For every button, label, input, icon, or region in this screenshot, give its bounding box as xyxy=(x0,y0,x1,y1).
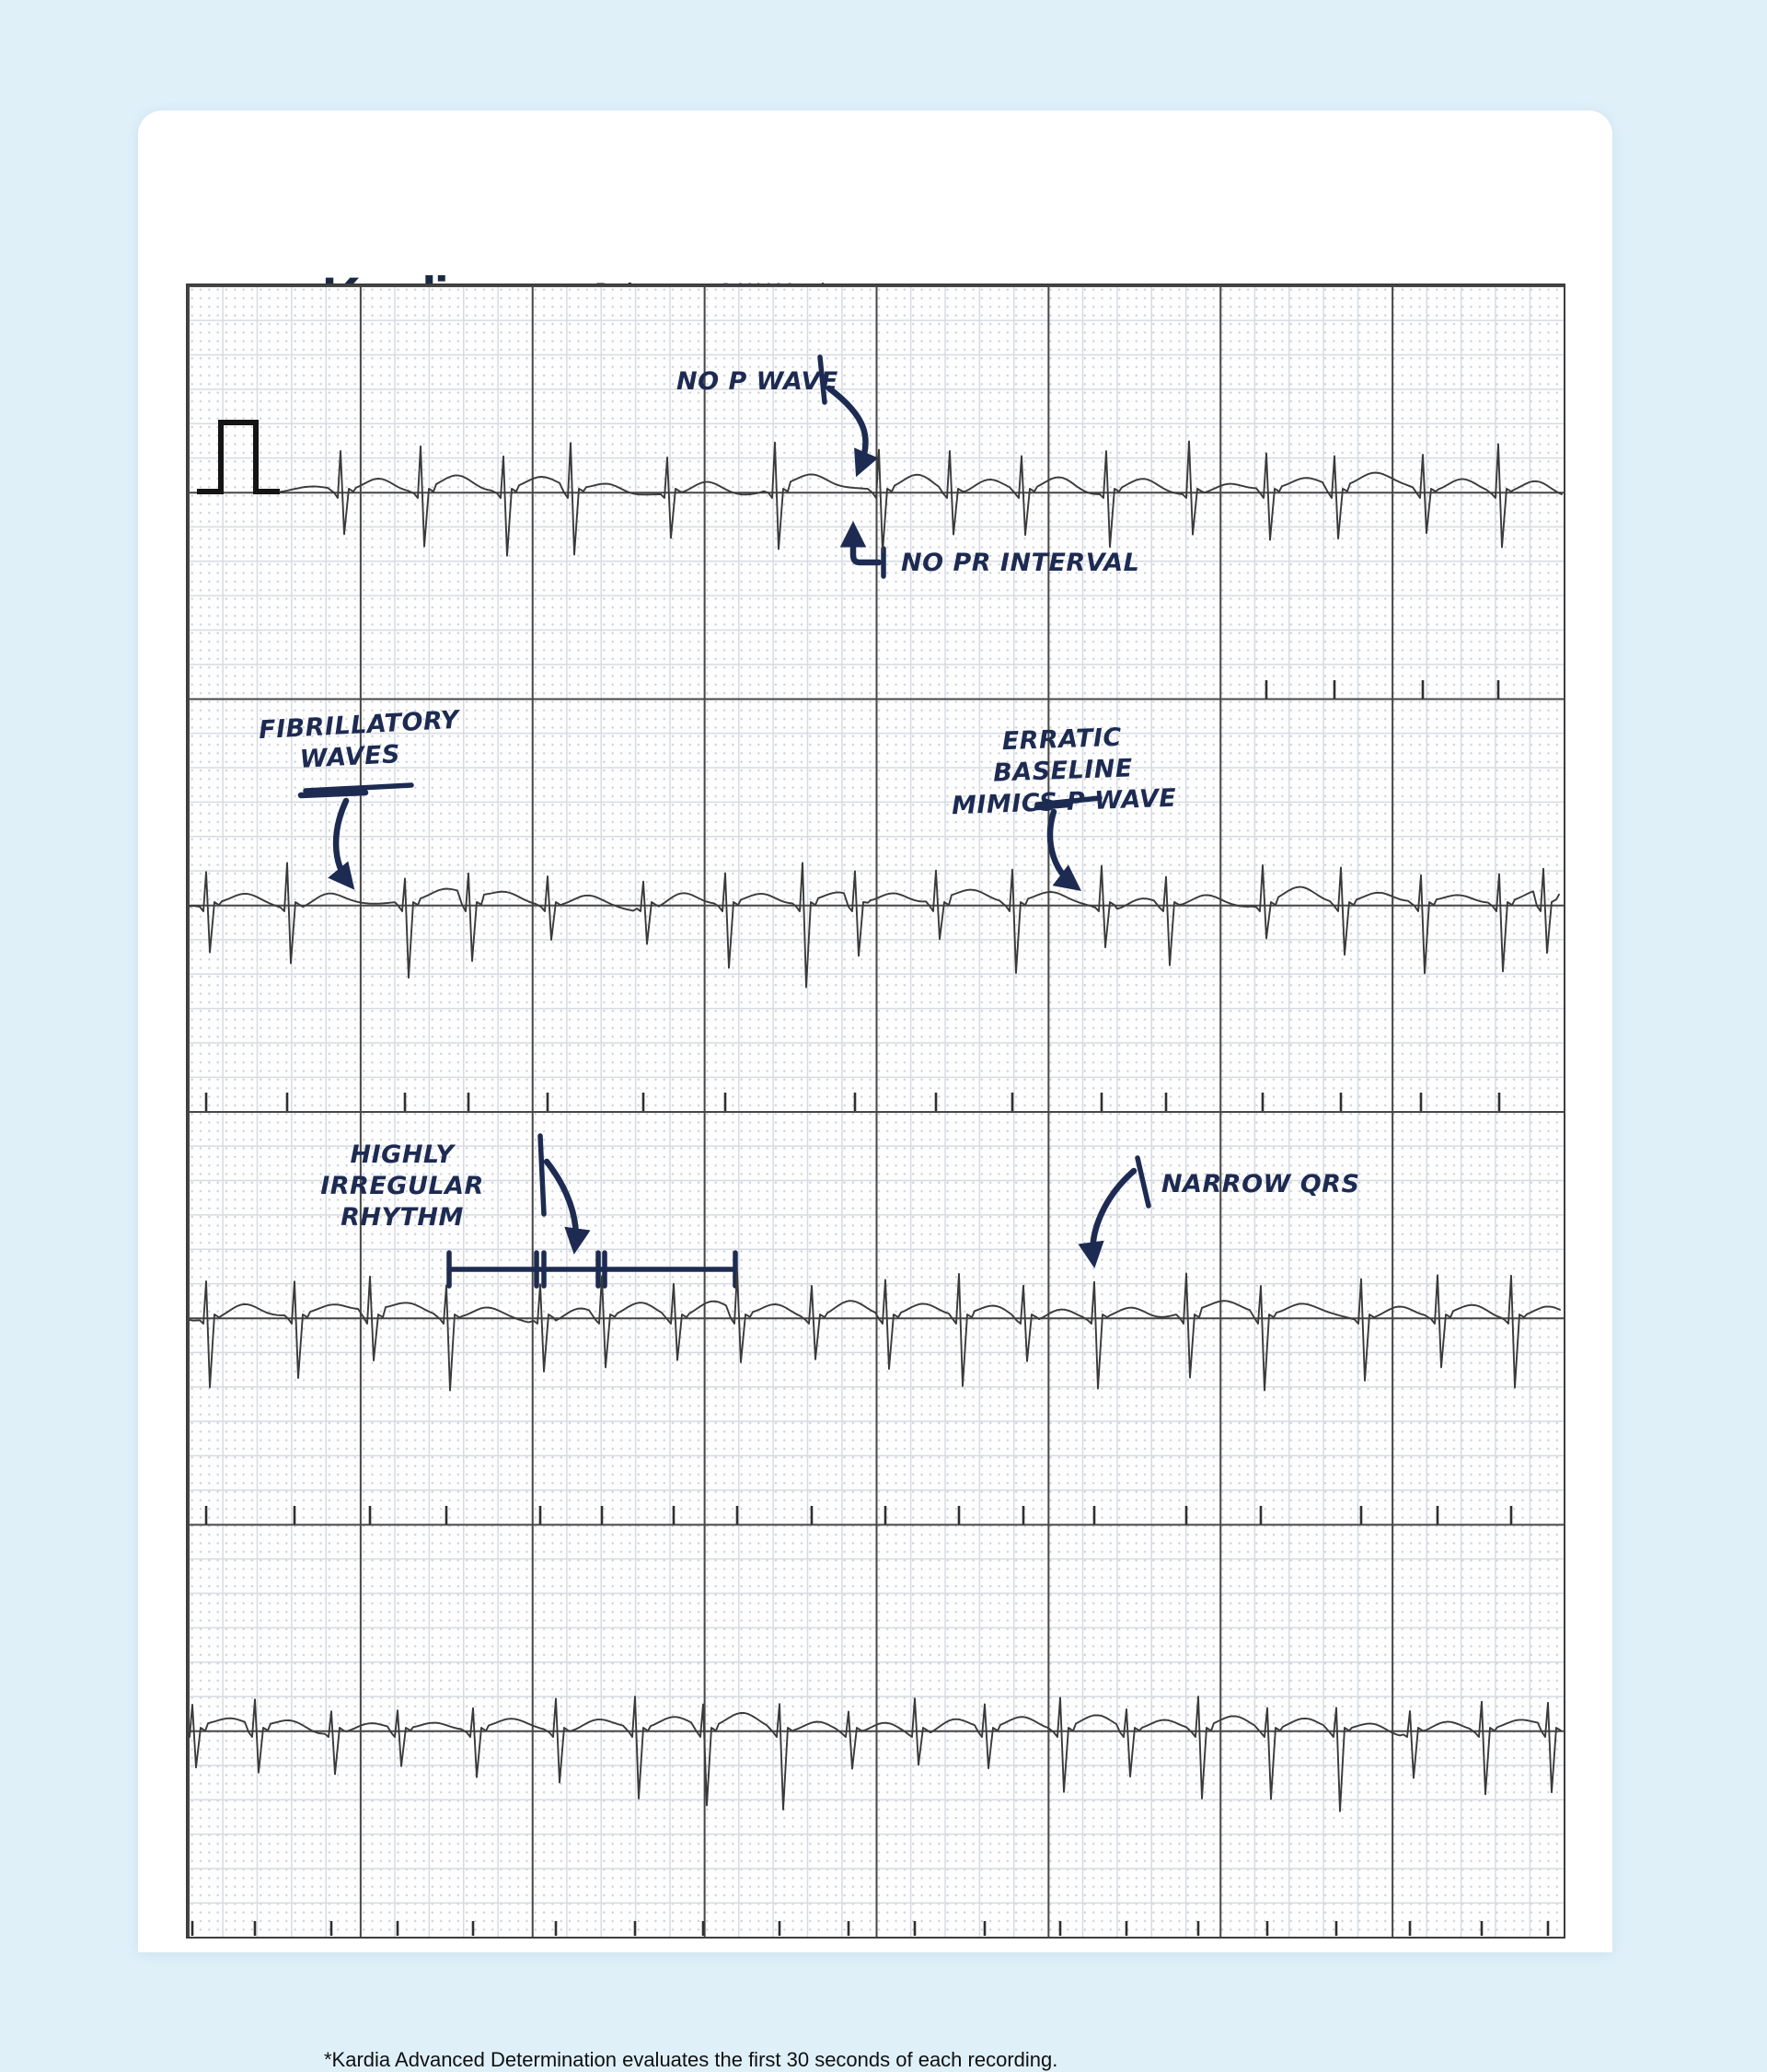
fibrillatory-underline-2 xyxy=(301,793,365,795)
annotation-highly-irregular: HIGHLY IRREGULAR RHYTHM xyxy=(320,1140,484,1232)
highly-irregular-pen-tick xyxy=(540,1136,544,1214)
ecg-grid-paper xyxy=(186,284,1565,1939)
no-p-wave-arrow xyxy=(829,388,866,469)
footer-note: *Kardia Advanced Determination evaluates the first 30 seconds of each recording. xyxy=(324,2048,1058,2071)
annotation-no-p-wave: NO P WAVE xyxy=(676,367,838,396)
narrow-qrs-pen-tick xyxy=(1138,1158,1149,1206)
narrow-qrs-arrow xyxy=(1092,1171,1134,1259)
ecg-trace-strip-4 xyxy=(188,1696,1561,1812)
ecg-waveform-layer xyxy=(188,285,1564,1937)
rr-interval-ruler xyxy=(449,1253,735,1286)
no-pr-interval-arrow xyxy=(853,530,879,562)
ecg-trace-strip-1 xyxy=(280,441,1562,555)
annotation-narrow-qrs: NARROW QRS xyxy=(1161,1170,1360,1198)
annotation-erratic-baseline: ERRATIC BASELINE MIMICS P WAVE xyxy=(951,723,1177,821)
calibration-pulse xyxy=(197,423,280,492)
ecg-trace-strip-2 xyxy=(190,862,1559,987)
erratic-arrow xyxy=(1050,812,1074,886)
annotation-no-pr-interval: NO PR INTERVAL xyxy=(901,549,1140,577)
ecg-trace-strip-3 xyxy=(190,1272,1560,1391)
annotation-fibrillatory-waves: FIBRILLATORY WAVES xyxy=(258,705,460,774)
fibrillatory-arrow xyxy=(336,801,349,883)
highly-irregular-arrow xyxy=(547,1162,576,1245)
